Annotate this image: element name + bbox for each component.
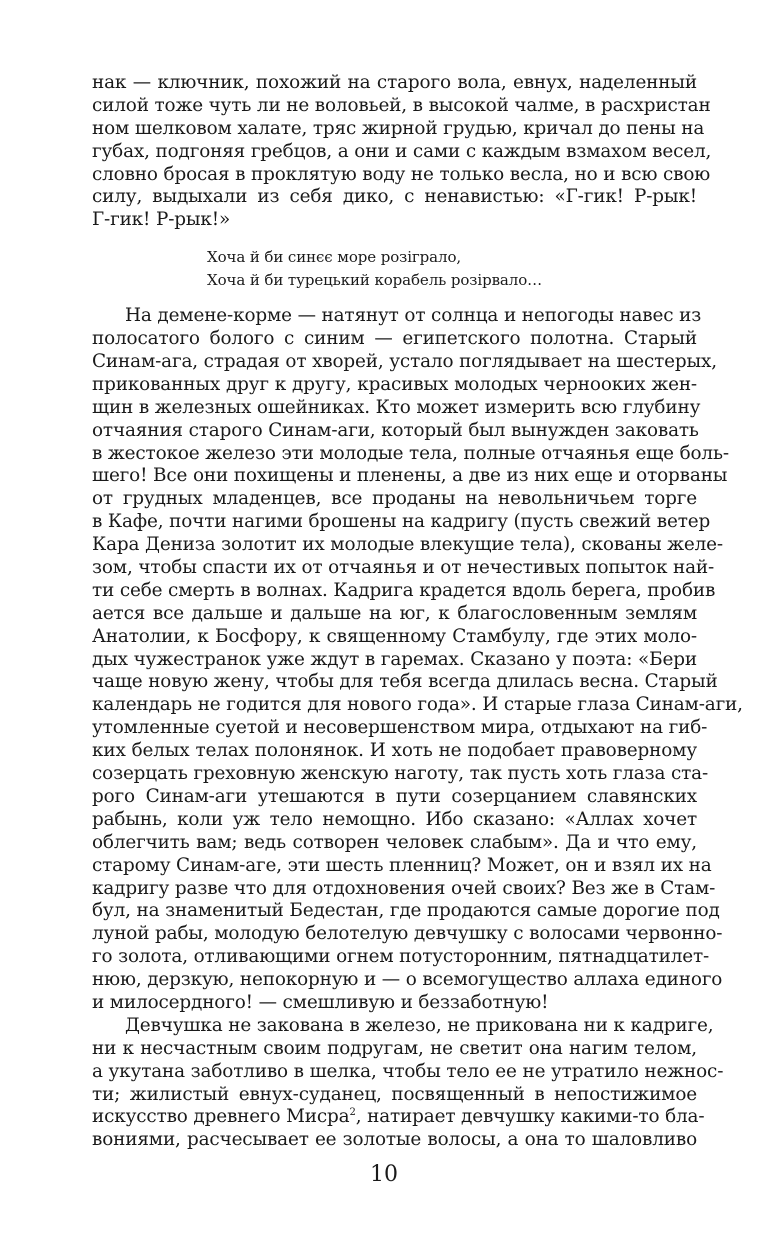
text-line: полосатого болого с синим — египетского полотна. Старый — [92, 328, 697, 350]
text-line: чаще новую жену, чтобы для тебя всегда длилась весна. Старый — [92, 671, 718, 693]
paragraph-2 — [92, 305, 743, 1015]
text-line: шего! Все они похищены и пленены, а две из них еще и оторваны — [92, 465, 728, 487]
text-line: Г-гик! Р-рык!» — [92, 209, 231, 231]
text-line: от грудных младенцев, все проданы на невольничьем торге — [92, 488, 697, 510]
text-line: кадригу разве что для отдохновения очей своих? Вез же в Стам- — [92, 877, 716, 899]
text-line: и милосердного! — смешливую и беззаботную! — [92, 991, 549, 1013]
poem-line: Хоча й би синєє море розіграло, — [207, 248, 462, 267]
paragraph-3 — [92, 1014, 724, 1152]
text-line: рого Синам-аги утешаются в пути созерцанием славянских — [92, 785, 697, 807]
text-line: прикованных друг к другу, красивых молодых черноокиx жен- — [92, 373, 697, 395]
text-line: облегчить вам; ведь сотворен человек слабым». Да и что ему, — [92, 831, 697, 853]
text-line: луной рабы, молодую белотелую девчушку с волосами червонно- — [92, 923, 723, 945]
text-line: ается все дальше и дальше на юг, к благословенным землям — [92, 602, 697, 624]
text-line: а укутана заботливо в шелка, чтобы тело ее не утратило нежнос- — [92, 1060, 724, 1082]
text-line: словно бросая в проклятую воду не только весла, но и всю свою — [92, 163, 711, 185]
text-line: Кара Дениза золотит их молодые влекущие тела), скованы желе- — [92, 534, 723, 556]
text-line: губах, подгоняя гребцов, а они и сами с каждым взмахом весел, — [92, 140, 712, 162]
text-line-with-footnote — [92, 1106, 705, 1129]
text-line: ном шелковом халате, тряс жирной грудью, кричал до пены на — [92, 117, 705, 139]
text-line: ких белых телах полонянок. И хоть не подобает правоверному — [92, 740, 697, 762]
text-line: На демене-корме — натянут от солнца и непогоды навес из — [125, 305, 702, 327]
text-line: силой тоже чуть ли не воловьей, в высокой чалме, в расхристан — [92, 94, 711, 116]
poem-line: Хоча й би турецький корабель розірвало… — [207, 271, 543, 290]
text-line: созерцать греховную женскую наготу, так пусть хоть глаза ста- — [92, 763, 709, 785]
text-line: ни к несчастным своим подругам, не светит она нагим телом, — [92, 1037, 697, 1059]
text-line: Синам-ага, страдая от хворей, устало поглядывает на шестерых, — [92, 351, 717, 373]
text-fragment: искусство древнего Мисра — [92, 1106, 350, 1128]
text-line: бул, на знаменитый Бедестан, где продаются самые дорогие под — [92, 900, 720, 922]
text-line: утомленные суетой и несовершенством мира, отдыхают на гиб- — [92, 717, 708, 739]
text-line: отчаяния старого Синам-аги, который был вынужден заковать — [92, 419, 699, 441]
text-line: в Кафе, почти нагими брошены на кадригу (пусть свежий ветер — [92, 511, 711, 533]
text-line: ти себе смерть в волнах. Кадрига крадется вдоль берега, пробив — [92, 579, 716, 601]
text-line: ти; жилистый евнух-суданец, посвященный в непостижимое — [92, 1083, 697, 1105]
page-number: 10 — [370, 1162, 398, 1187]
text-line: Девчушка не закована в железо, не прикована ни к кадриге, — [125, 1014, 714, 1036]
paragraph-1 — [92, 72, 712, 232]
text-line: календарь не годится для нового года». И старые глаза Синам-аги, — [92, 694, 743, 716]
text-line: нак — ключник, похожий на старого вола, евнух, наделенный — [92, 72, 697, 93]
text-line: дых чужестранок уже ждут в гаремах. Сказано у поэта: «Бери — [92, 648, 697, 670]
text-line: старому Синам-аге, эти шесть пленниц? Может, он и взял их на — [92, 854, 712, 876]
text-line: рабынь, коли уж тело немощно. Ибо сказано: «Аллах хочет — [92, 808, 697, 830]
text-line: в жестокое железо эти молодые тела, полные отчаянья еще боль- — [92, 442, 729, 464]
footnote-marker[interactable]: 2 — [349, 1107, 356, 1119]
book-page-text — [92, 72, 743, 1152]
text-line: силу, выдыхали из себя дико, с ненавистью: «Г-гик! Р-рык! — [92, 186, 697, 208]
text-line: Анатолии, к Босфору, к священному Стамбулу, где этих моло- — [92, 625, 697, 647]
poem-quote — [92, 246, 697, 292]
text-line: вониями, расчесывает ее золотые волосы, а она то шаловливо — [92, 1129, 697, 1151]
text-fragment: , натирает девчушку какими-то бла- — [355, 1106, 705, 1128]
text-line: нюю, дерзкую, непокорную и — о всемогущество аллаха единого — [92, 969, 723, 991]
text-line: го золота, отливающими огнем потусторонним, пятнадцатилет- — [92, 946, 710, 968]
text-line: щин в железных ошейниках. Кто может измерить всю глубину — [92, 396, 701, 418]
text-line: зом, чтобы спасти их от отчаянья и от нечестивых попыток най- — [92, 557, 715, 579]
